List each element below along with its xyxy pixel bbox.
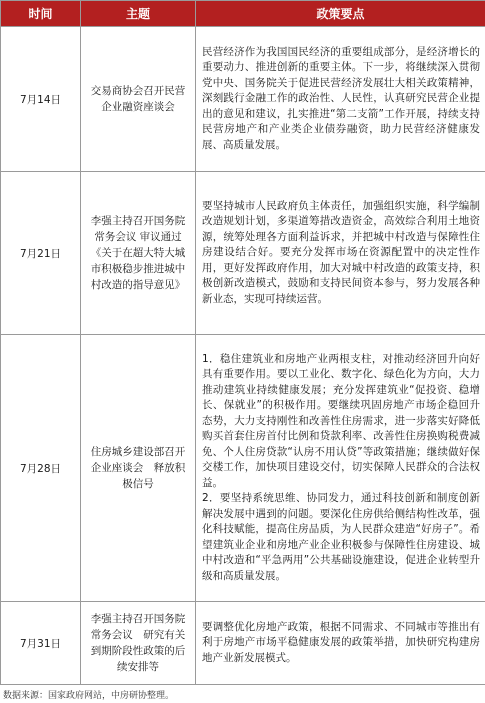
table-row	[1, 602, 485, 685]
policy-paragraph: 要调整优化房地产政策，根据不同需求、不同城市等推出有利于房地产市场平稳健康发展的政策举措，加快研究构建房地产业新发展模式。	[202, 620, 480, 664]
row-topic: 李强主持召开国务院常务会议 研究有关到期阶段性政策的后续安排等	[81, 602, 196, 685]
row-points	[196, 602, 485, 685]
row-date: 7月21日	[1, 172, 81, 335]
header-topic: 主题	[81, 1, 196, 27]
row-date: 7月28日	[1, 335, 81, 602]
policy-paragraph: 民营经济作为我国国民经济的重要组成部分，是经济增长的重要动力、推进创新的重要主体。下一步，将继续深入贯彻党中央、国务院关于促进民营经济发展壮大相关政策精神，深刻践行金融工作的政治性、人民性，认真研究民营企业提出的意见和建议，扎实推进“第二支箭”工作开展，持续支持民营房地产和产业类企业债券融资，助力民营经济健康发展、高质量发展。	[202, 45, 480, 151]
table-row	[1, 335, 485, 602]
source-note: 数据来源：国家政府网站，中房研协整理。	[3, 691, 175, 701]
row-points	[196, 27, 485, 172]
table-row	[1, 27, 485, 172]
table-row	[1, 172, 485, 335]
row-points	[196, 172, 485, 335]
row-points	[196, 335, 485, 602]
row-topic: 交易商协会召开民营企业融资座谈会	[81, 27, 196, 172]
row-date: 7月14日	[1, 27, 81, 172]
row-topic: 住房城乡建设部召开企业座谈会 释放积极信号	[81, 335, 196, 602]
row-topic: 李强主持召开国务院常务会议 审议通过《关于在超大特大城市积极稳步推进城中村改造的指导意见》	[81, 172, 196, 335]
policy-paragraph: 2．要坚持系统思维、协同发力，通过科技创新和制度创新解决发展中遇到的问题。要深化住房供给侧结构性改革，强化科技赋能，提高住房品质，为人民群众建造“好房子”。希望建筑业企业和房地产业企业积极参与保障性住房建设、城中村改造和“平急两用”公共基础设施建设，促进企业转型升级和高质量发展。	[202, 492, 480, 582]
policy-paragraph: 要坚持城市人民政府负主体责任，加强组织实施，科学编制改造规划计划，多渠道筹措改造资金，高效综合利用土地资源，统筹处理各方面利益诉求，并把城中村改造与保障性住房建设结合好。要充分发挥市场在资源配置中的决定性作用，更好发挥政府作用，加大对城中村改造的政策支持，积极创新改造模式，鼓励和支持民间资本参与，努力发展各种新业态，实现可持续运营。	[202, 199, 480, 305]
header-row	[1, 1, 485, 27]
policy-paragraph: 1．稳住建筑业和房地产业两根支柱，对推动经济回升向好具有重要作用。要以工业化、数字化、绿色化为方向，大力推动建筑业持续健康发展；充分发挥建筑业“促投资、稳增长、保就业”的积极作用。要继续巩固房地产市场企稳回升态势，大力支持刚性和改善性住房需求，进一步落实好降低购买首套住房首付比例和贷款利率、改善性住房换购税费减免、个人住房贷款“认房不用认贷”等政策措施；继续做好保交楼工作，加快项目建设交付，切实保障人民群众的合法权益。	[202, 352, 480, 489]
header-date: 时间	[1, 1, 81, 27]
row-date: 7月31日	[1, 602, 81, 685]
header-points: 政策要点	[196, 1, 485, 27]
